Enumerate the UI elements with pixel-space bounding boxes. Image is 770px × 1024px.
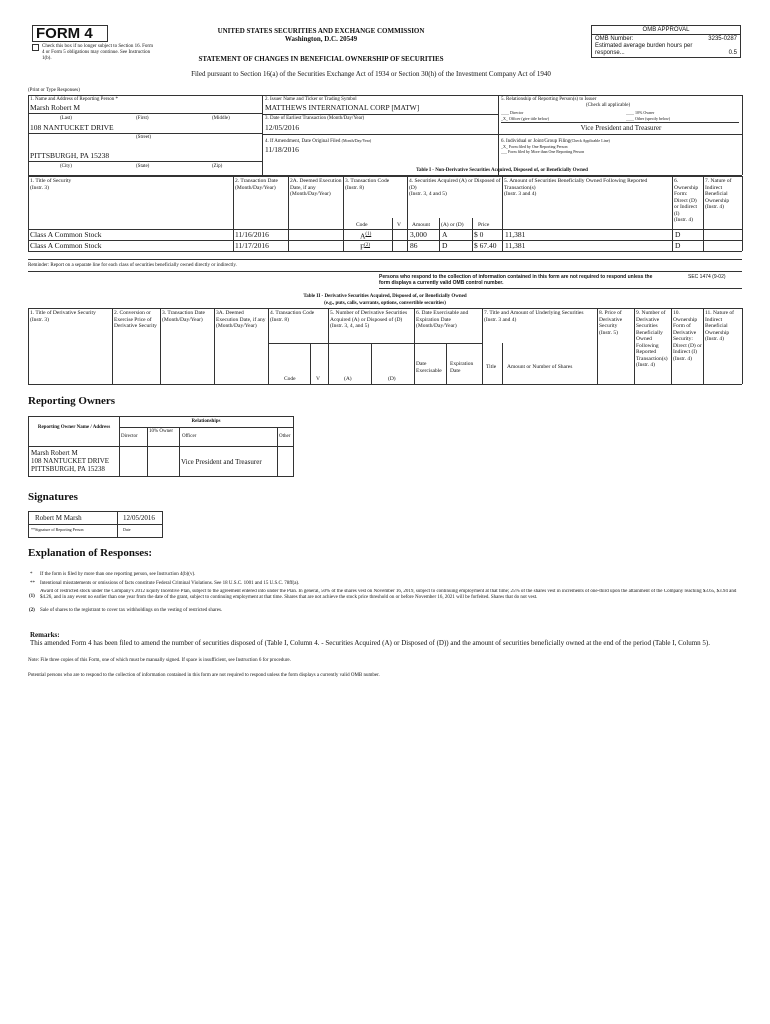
owners-col-director: Director (121, 434, 138, 439)
t1-r1-date: 11/16/2016 (235, 230, 269, 239)
agency-name: UNITED STATES SECURITIES AND EXCHANGE COMMISSION (217, 27, 425, 35)
box5-label: 5. Relationship of Reporting Person(s) to Issuer (501, 97, 597, 102)
t2-header-date: 3. Transaction Date (Month/Day/Year) (162, 310, 205, 323)
note-2-text: Intentional misstatements or omissions of facts constitute Federal Criminal Violations. See 18 U.S.C. 1001 and 15 U.S.C. 78ff(a). (40, 581, 300, 586)
note-2-mark: ** (30, 581, 35, 586)
reporting-person-street: 108 NANTUCKET DRIVE (30, 123, 114, 132)
street-label: (Street) (136, 135, 151, 140)
city-label: (City) (60, 164, 72, 169)
t2-sub-d: (D) (388, 376, 396, 382)
original-filed-date: 11/18/2016 (265, 145, 299, 154)
signature-box (28, 511, 163, 538)
owner-officer-title: Vice President and Treasurer (181, 458, 262, 466)
t1-sub-ad: (A) or (D) (441, 222, 464, 228)
t1-sub-v: V (397, 222, 401, 228)
owner-street: 108 NANTUCKET DRIVE (31, 457, 110, 465)
one-person-radio[interactable]: _X_ Form filed by One Reporting Person (501, 144, 568, 149)
t2-header-conversion: 2. Conversion or Exercise Price of Derivative Security (114, 310, 157, 329)
omb-number-label: OMB Number: (595, 36, 634, 42)
box3-label: 3. Date of Earliest Transaction (Month/Day/Year) (265, 116, 365, 121)
box4-label: 4. If Amendment, Date Original Filed (Month/Day/Year) (265, 138, 372, 144)
owners-col-10pct: 10% Owner (149, 429, 174, 434)
reporting-person-name: Marsh Robert M (30, 103, 80, 112)
t1-header-date: 2. Transaction Date (Month/Day/Year) (235, 178, 278, 191)
t1-r2-price: $ 67.40 (474, 241, 497, 250)
owner-name: Marsh Robert M (31, 449, 78, 457)
burden-value: 0.5 (728, 50, 737, 56)
table1-title: Table I - Non-Derivative Securities Acquired, Disposed of, or Beneficially Owned (416, 168, 588, 173)
t1-r1-price: $ 0 (474, 230, 484, 239)
t2-sub-exercisable: Date Exercisable (416, 361, 442, 374)
t1-r1-form: D (675, 230, 681, 239)
t1-sub-amount: Amount (412, 222, 431, 228)
t2-header-price: 8. Price of Derivative Security (Instr. 5) (599, 310, 623, 336)
potential-persons: Potential persons who are to respond to the collection of information contained in this form are not required to respond unless the form displays a currently valid OMB number. (28, 673, 380, 678)
zip-label: (Zip) (212, 164, 223, 169)
t1-r2-code: $F^{(2)}$ (360, 242, 371, 252)
t1-r2-security: Class A Common Stock (30, 241, 102, 250)
note-copies: Note: File three copies of this Form, one of which must be manually signed. If space is insufficient, see Instruction 6 for procedure. (28, 658, 291, 663)
remarks-heading: Remarks: (30, 631, 60, 639)
t1-r2-owned: 11,381 (505, 241, 526, 250)
t1-r1-amount: 3,000 (410, 230, 427, 239)
state-label: (State) (136, 164, 150, 169)
t1-r1-code: $A^{(1)}$ (360, 231, 372, 241)
signature-date: 12/05/2016 (123, 514, 155, 522)
more-person-radio[interactable]: ___ Form filed by More than One Reporting Person (501, 149, 585, 154)
reporting-owners-heading: Reporting Owners (28, 395, 116, 407)
note-1-mark: * (30, 572, 33, 577)
t2-header-nature: 11. Nature of Indirect Beneficial Ownership (Instr. 4) (705, 310, 734, 342)
omb-title: OMB APPROVAL (642, 27, 690, 33)
signer-name: Robert M Marsh (35, 514, 82, 522)
burden-label: Estimated average burden hours per response... (595, 43, 693, 56)
middle-label: (Middle) (212, 116, 230, 121)
check-all-applicable: (Check all applicable) (586, 103, 631, 108)
t1-r2-amount: 86 (410, 241, 418, 250)
note-1-text: If the form is filed by more than one reporting person, see Instruction 4(b)(v). (40, 572, 196, 577)
persons-notice: Persons who respond to the collection of information contained in this form are not required to respond unless the form displays a currently valid OMB control number. (379, 274, 653, 286)
t1-r2-form: D (675, 241, 681, 250)
box6-label: 6. Individual or Joint/Group Filing(Check Applicable Line) (501, 138, 610, 144)
table2-title: Table II - Derivative Securities Acquired, Disposed of, or Beneficially Owned (303, 294, 467, 299)
other-checkbox[interactable]: ____ Other (specify below) (626, 116, 671, 121)
print-note: (Print or Type Responses) (28, 88, 80, 93)
reporting-owners-table (28, 416, 294, 477)
t2-header-owned: 9. Number of Derivative Securities Beneficially Owned Following Reported Transaction(s) (Instr. 4) (636, 310, 668, 368)
t2-header-deemed: 3A. Deemed Execution Date, if any (Month/Day/Year) (216, 310, 266, 329)
t2-header-underlying: 7. Title and Amount of Underlying Securities (Instr. 3 and 4) (484, 310, 584, 323)
t2-sub-v: V (316, 376, 320, 382)
owners-col-name: Reporting Owner Name / Address (37, 425, 111, 430)
note-4-text: Sale of shares to the registrant to cover tax withholdings on the vesting of restricted shares. (40, 608, 223, 613)
t2-sub-code: Code (284, 376, 296, 382)
owners-col-officer: Officer (182, 434, 197, 439)
note-3-text: Award of restricted stock under the Company's 2012 Equity Incentive Plan, subject to the agreement entered into under the Plan. In general, 50% of the shares vest on November 16, 2019, subject to continuing employment at that time; 25% of the shares vest in increments of one-third upon the attainment of the Company reaching $3.65, $3.94 and $4.26, and in any event no earlier than one year from the date of the grant, subject to continuing employment at that time. Shares that are not achieve the stock price threshold on or before November 16, 2021 will be forfeited. Shares that do not vest. (40, 589, 737, 600)
t2-sub-expiration: Expiration Date (450, 361, 474, 374)
t1-header-acquired: 4. Securities Acquired (A) or Disposed of (D) (Instr. 3, 4 and 5) (409, 178, 501, 197)
owner-city: PITTSBURGH, PA 15238 (31, 465, 105, 473)
t2-header-title: 1. Title of Derivative Security (Instr. 3) (30, 310, 96, 323)
box1-label: 1. Name and Address of Reporting Person * (30, 97, 119, 102)
t1-header-nature: 7. Nature of Indirect Beneficial Ownership (Instr. 4) (705, 178, 732, 210)
no-longer-subject-checkbox[interactable] (32, 44, 39, 51)
t1-r2-ad: D (442, 241, 448, 250)
table2-subtitle: (e.g., puts, calls, warrants, options, convertible securities) (324, 301, 446, 306)
note-3-mark: (1) (29, 594, 35, 599)
owners-col-other: Other (279, 434, 291, 439)
ten-pct-checkbox[interactable]: ____ 10% Owner (626, 110, 655, 115)
t2-header-form: 10. Ownership Form of Derivative Security: Direct (D) or Indirect (I) (Instr. 4) (673, 310, 702, 362)
last-label: (Last) (60, 116, 72, 121)
filed-pursuant: Filed pursuant to Section 16(a) of the Securities Exchange Act of 1934 or Section 30(h) of the Investment Company Act of 1940 (191, 70, 551, 78)
form4-page (26, 18, 744, 1024)
date-label: Date (123, 527, 131, 532)
first-label: (First) (136, 116, 149, 121)
t1-r1-owned: 11,381 (505, 230, 526, 239)
explanation-heading: Explanation of Responses: (28, 547, 153, 559)
form-title-box: FORM 4 (32, 25, 108, 42)
t1-r1-security: Class A Common Stock (30, 230, 102, 239)
note-4-mark: (2) (29, 608, 35, 613)
agency-city: Washington, D.C. 20549 (284, 35, 358, 43)
t2-header-code: 4. Transaction Code (Instr. 8) (270, 310, 315, 323)
signature-label: **Signature of Reporting Person (31, 527, 84, 532)
t1-sub-code: Code (356, 222, 368, 228)
t1-sub-price: Price (478, 222, 490, 228)
t1-header-owned: 5. Amount of Securities Beneficially Owned Following Reported Transaction(s) (Instr. 3 and 4) (504, 178, 648, 197)
box2-label: 2. Issuer Name and Ticker or Trading Symbol (265, 97, 357, 102)
t1-header-code: 3. Transaction Code (Instr. 8) (345, 178, 390, 191)
t2-sub-a: (A) (344, 376, 352, 382)
no-longer-subject-text: Check this box if no longer subject to Section 16. Form 4 or Form 5 obligations may continue. See Instruction 1(b). (42, 44, 153, 61)
t1-r1-ad: A (442, 230, 448, 239)
t1-header-deemed: 2A. Deemed Execution Date, if any (Month/Day/Year) (290, 178, 342, 197)
t1-header-security: 1. Title of Security (Instr. 3) (30, 178, 72, 191)
director-checkbox[interactable]: ____ Director (501, 110, 524, 115)
t2-header-number: 5. Number of Derivative Securities Acquired (A) or Disposed of (D) (Instr. 3, 4, and 5) (330, 310, 408, 329)
t2-header-exercisable: 6. Date Exercisable and Expiration Date (Month/Day/Year) (416, 310, 469, 329)
reminder-text: Reminder: Report on a separate line for each class of securities beneficially owned directly or indirectly. (28, 263, 237, 268)
remarks-text: This amended Form 4 has been filed to amend the number of securities disposed of (Table I, Column 4. - Securities Acquired (A) or Disposed of (D)) and the amount of securities beneficially owned at the end of the period (Table I, Column 5). (30, 639, 710, 647)
earliest-transaction-date: 12/05/2016 (265, 123, 300, 132)
t2-sub-amount: Amount or Number of Shares (507, 364, 573, 370)
t2-sub-title: Title (486, 364, 497, 370)
omb-approval-box (591, 25, 741, 58)
issuer-name: MATTHEWS INTERNATIONAL CORP [MATW] (265, 103, 420, 112)
officer-title: Vice President and Treasurer (580, 124, 662, 132)
statement-title: STATEMENT OF CHANGES IN BENEFICIAL OWNERSHIP OF SECURITIES (198, 55, 444, 63)
signatures-heading: Signatures (28, 491, 78, 503)
owners-col-relationships: Relationships (191, 419, 221, 424)
t1-header-form: 6. Ownership Form: Direct (D) or Indirect (I) (Instr. 4) (674, 178, 699, 223)
sec-number: SEC 1474 (9-02) (688, 274, 726, 280)
omb-number: 3235-0287 (708, 36, 737, 42)
reporting-person-city: PITTSBURGH, PA 15238 (30, 151, 110, 160)
t1-r2-date: 11/17/2016 (235, 241, 269, 250)
officer-checkbox[interactable]: _X_ Officer (give title below) (501, 116, 549, 121)
